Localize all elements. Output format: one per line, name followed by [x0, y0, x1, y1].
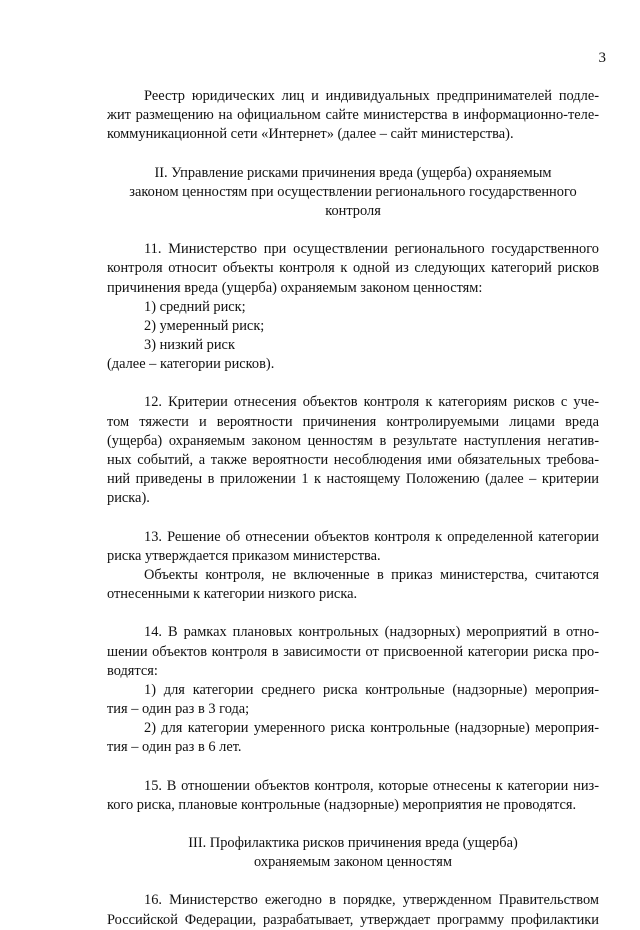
text-line: ний приведены в приложении 1 к настоящему Положению (далее – критерии — [107, 471, 599, 488]
text-line: тия – один раз в 3 года; — [107, 701, 250, 718]
text-line: Российской Федерации, разрабатывает, утверждает программу профилактики — [107, 911, 599, 928]
intro-paragraph — [107, 87, 599, 145]
text-line: контроля относит объекты контроля к одной из следующих категорий рисков — [107, 260, 599, 277]
paragraph-12 — [107, 393, 599, 508]
heading-line: законом ценностям при осуществлении регионального государственного — [129, 183, 577, 200]
text-line: 12. Критерии отнесения объектов контроля к категориям рисков с уче- — [144, 394, 599, 411]
heading-line: контроля — [325, 202, 381, 219]
text-line: коммуникационной сети «Интернет» (далее – сайт министерства). — [107, 126, 514, 143]
text-line: риска). — [107, 490, 150, 507]
text-line: 15. В отношении объектов контроля, которые отнесены к категории низ- — [144, 777, 599, 794]
text-line: кого риска, плановые контрольные (надзорные) мероприятия не проводятся. — [107, 796, 577, 813]
list-item: 3) низкий риск — [144, 337, 235, 354]
heading-line: II. Управление рисками причинения вреда (ущерба) охраняемым — [154, 164, 552, 181]
text-line: 14. В рамках плановых контрольных (надзорных) мероприятий в отно- — [144, 624, 599, 641]
heading-line: III. Профилактика рисков причинения вреда (ущерба) — [188, 835, 518, 851]
list-item: 1) для категории среднего риска контрольные (надзорные) мероприя- — [144, 681, 599, 698]
heading-line: охраняемым законом ценностям — [254, 854, 452, 871]
text-line: отнесенными к категории низкого риска. — [107, 586, 358, 603]
paragraph-16 — [107, 891, 599, 929]
paragraph-13 — [107, 528, 599, 605]
text-line: риска утверждается приказом министерства. — [107, 547, 381, 564]
text-line: ных событий, а также вероятности несоблюдения ими обязательных требова- — [107, 452, 599, 468]
text-line: 16. Министерство ежегодно в порядке, утвержденном Правительством — [144, 892, 599, 909]
text-line: жит размещению на официальном сайте министерства в информационно-теле- — [107, 107, 599, 124]
list-item: 2) умеренный риск; — [144, 317, 265, 334]
text-line: 13. Решение об отнесении объектов контроля к определенной категории — [144, 528, 599, 545]
text-line: водятся: — [107, 662, 158, 679]
text-line: шении объектов контроля в зависимости от присвоенной категории риска про- — [107, 643, 599, 660]
text-line: 11. Министерство при осуществлении регионального государственного — [144, 241, 599, 258]
paragraph-14 — [107, 623, 599, 757]
page-number: 3 — [598, 50, 606, 66]
section-2-heading — [107, 164, 599, 222]
text-line: тия – один раз в 6 лет. — [107, 739, 242, 756]
text-line: Реестр юридических лиц и индивидуальных предпринимателей подле- — [144, 88, 599, 104]
text-line: Объекты контроля, не включенные в приказ министерства, считаются — [144, 566, 599, 583]
text-line: том тяжести и вероятности причинения контролируемыми лицами вреда — [107, 413, 599, 430]
list-item: 1) средний риск; — [144, 298, 246, 315]
paragraph-15 — [107, 777, 599, 815]
document-body — [107, 87, 599, 930]
text-line: (ущерба) охраняемым законом ценностям в результате наступления негатив- — [107, 432, 599, 449]
paragraph-11 — [107, 240, 599, 374]
text-line: (далее – категории рисков). — [107, 356, 275, 373]
section-3-heading — [107, 834, 599, 872]
list-item: 2) для категории умеренного риска контрольные (надзорные) мероприя- — [144, 720, 599, 737]
text-line: причинения вреда (ущерба) охраняемым законом ценностям: — [107, 279, 483, 296]
